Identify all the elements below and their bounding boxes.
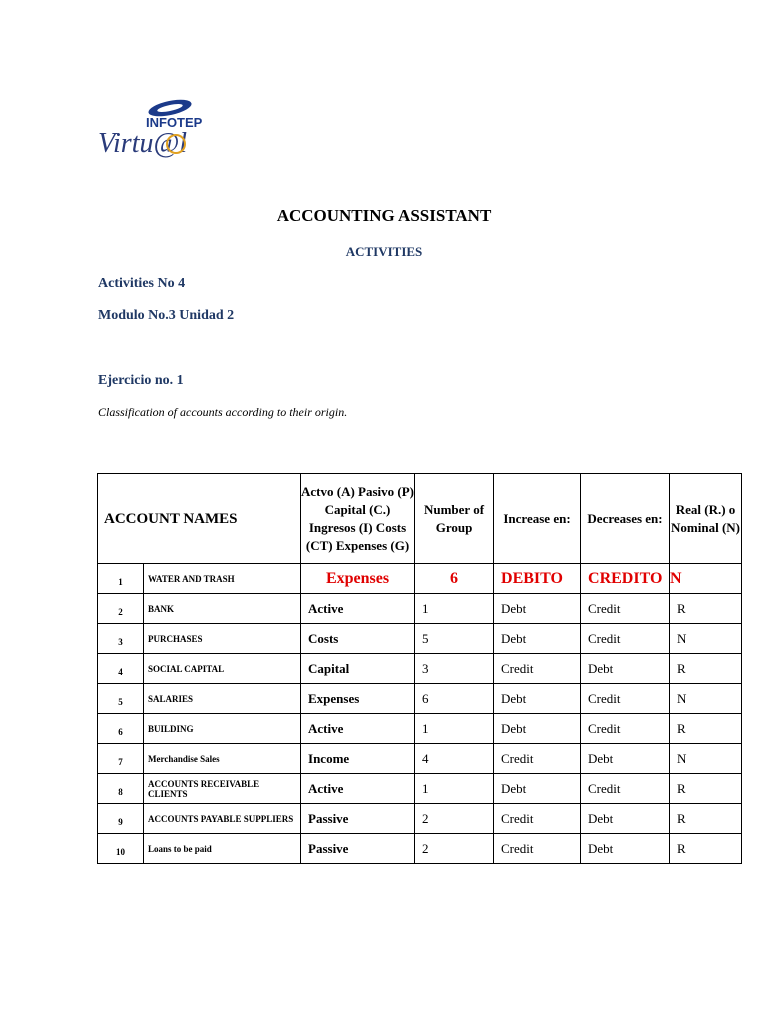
increase-value: Credit <box>494 804 581 834</box>
decrease-value: CREDITO <box>581 564 670 594</box>
real-nominal-value: R <box>670 594 742 624</box>
header-decrease: Decreases en: <box>581 474 670 564</box>
row-number: 9 <box>98 804 144 834</box>
real-nominal-value: N <box>670 744 742 774</box>
real-nominal-value: R <box>670 774 742 804</box>
module-unit: Modulo No.3 Unidad 2 <box>98 308 235 323</box>
group-number: 5 <box>415 624 494 654</box>
header-group-number: Number of Group <box>415 474 494 564</box>
real-nominal-value: N <box>670 564 742 594</box>
table-row <box>98 714 742 744</box>
group-number: 1 <box>415 714 494 744</box>
exercise-number: Ejercicio no. 1 <box>98 373 184 388</box>
real-nominal-value: R <box>670 654 742 684</box>
row-number: 7 <box>98 744 144 774</box>
increase-value: DEBITO <box>494 564 581 594</box>
table-row <box>98 774 742 804</box>
table-row <box>98 594 742 624</box>
increase-value: Debt <box>494 774 581 804</box>
decrease-value: Credit <box>581 594 670 624</box>
account-name: WATER AND TRASH <box>144 564 301 594</box>
decrease-value: Debt <box>581 744 670 774</box>
increase-value: Debt <box>494 684 581 714</box>
page-title: ACCOUNTING ASSISTANT <box>276 206 492 225</box>
row-number: 5 <box>98 684 144 714</box>
decrease-value: Credit <box>581 714 670 744</box>
account-type: Active <box>301 594 415 624</box>
account-type: Expenses <box>301 564 415 594</box>
increase-value: Debt <box>494 594 581 624</box>
account-name: Loans to be paid <box>144 834 301 864</box>
decrease-value: Credit <box>581 684 670 714</box>
decrease-value: Debt <box>581 654 670 684</box>
account-name: ACCOUNTS RECEIVABLE CLIENTS <box>144 774 301 804</box>
row-number: 1 <box>98 564 144 594</box>
group-number: 2 <box>415 804 494 834</box>
account-type: Expenses <box>301 684 415 714</box>
table-row <box>98 654 742 684</box>
header-real-nominal: Real (R.) o Nominal (N) <box>670 474 742 564</box>
real-nominal-value: R <box>670 714 742 744</box>
header-account-names: ACCOUNT NAMES <box>98 474 301 564</box>
decrease-value: Credit <box>581 624 670 654</box>
real-nominal-value: N <box>670 624 742 654</box>
header-account-type: Actvo (A) Pasivo (P) Capital (C.) Ingresos (I) Costs (CT) Expenses (G) <box>301 474 415 564</box>
group-number: 2 <box>415 834 494 864</box>
group-number: 3 <box>415 654 494 684</box>
decrease-value: Credit <box>581 774 670 804</box>
increase-value: Credit <box>494 654 581 684</box>
row-number: 8 <box>98 774 144 804</box>
account-type: Passive <box>301 834 415 864</box>
group-number: 4 <box>415 744 494 774</box>
logo-infotep-text: INFOTEP <box>146 115 203 130</box>
header-increase: Increase en: <box>494 474 581 564</box>
table-header-row <box>98 474 742 564</box>
row-number: 3 <box>98 624 144 654</box>
table-row <box>98 744 742 774</box>
increase-value: Credit <box>494 834 581 864</box>
row-number: 10 <box>98 834 144 864</box>
row-number: 2 <box>98 594 144 624</box>
table-row <box>98 564 742 594</box>
account-type: Costs <box>301 624 415 654</box>
instruction-text: Classification of accounts according to their origin. <box>98 405 348 419</box>
account-type: Active <box>301 714 415 744</box>
account-name: PURCHASES <box>144 624 301 654</box>
decrease-value: Debt <box>581 804 670 834</box>
group-number: 6 <box>415 684 494 714</box>
infotep-virtual-logo <box>96 96 206 158</box>
account-name: BUILDING <box>144 714 301 744</box>
row-number: 4 <box>98 654 144 684</box>
account-name: BANK <box>144 594 301 624</box>
table-row <box>98 624 742 654</box>
activities-number: Activities No 4 <box>98 276 186 291</box>
increase-value: Debt <box>494 624 581 654</box>
page-subtitle: ACTIVITIES <box>345 244 423 259</box>
increase-value: Credit <box>494 744 581 774</box>
account-type: Passive <box>301 804 415 834</box>
table-row <box>98 684 742 714</box>
group-number: 1 <box>415 594 494 624</box>
row-number: 6 <box>98 714 144 744</box>
account-type: Income <box>301 744 415 774</box>
account-name: Merchandise Sales <box>144 744 301 774</box>
real-nominal-value: N <box>670 684 742 714</box>
real-nominal-value: R <box>670 804 742 834</box>
decrease-value: Debt <box>581 834 670 864</box>
account-name: ACCOUNTS PAYABLE SUPPLIERS <box>144 804 301 834</box>
table-row <box>98 834 742 864</box>
group-number: 6 <box>415 564 494 594</box>
group-number: 1 <box>415 774 494 804</box>
table-row <box>98 804 742 834</box>
increase-value: Debt <box>494 714 581 744</box>
account-name: SOCIAL CAPITAL <box>144 654 301 684</box>
account-type: Capital <box>301 654 415 684</box>
logo-virtual-text: Virtu@l <box>98 128 188 158</box>
accounts-table <box>97 473 742 864</box>
account-name: SALARIES <box>144 684 301 714</box>
real-nominal-value: R <box>670 834 742 864</box>
account-type: Active <box>301 774 415 804</box>
